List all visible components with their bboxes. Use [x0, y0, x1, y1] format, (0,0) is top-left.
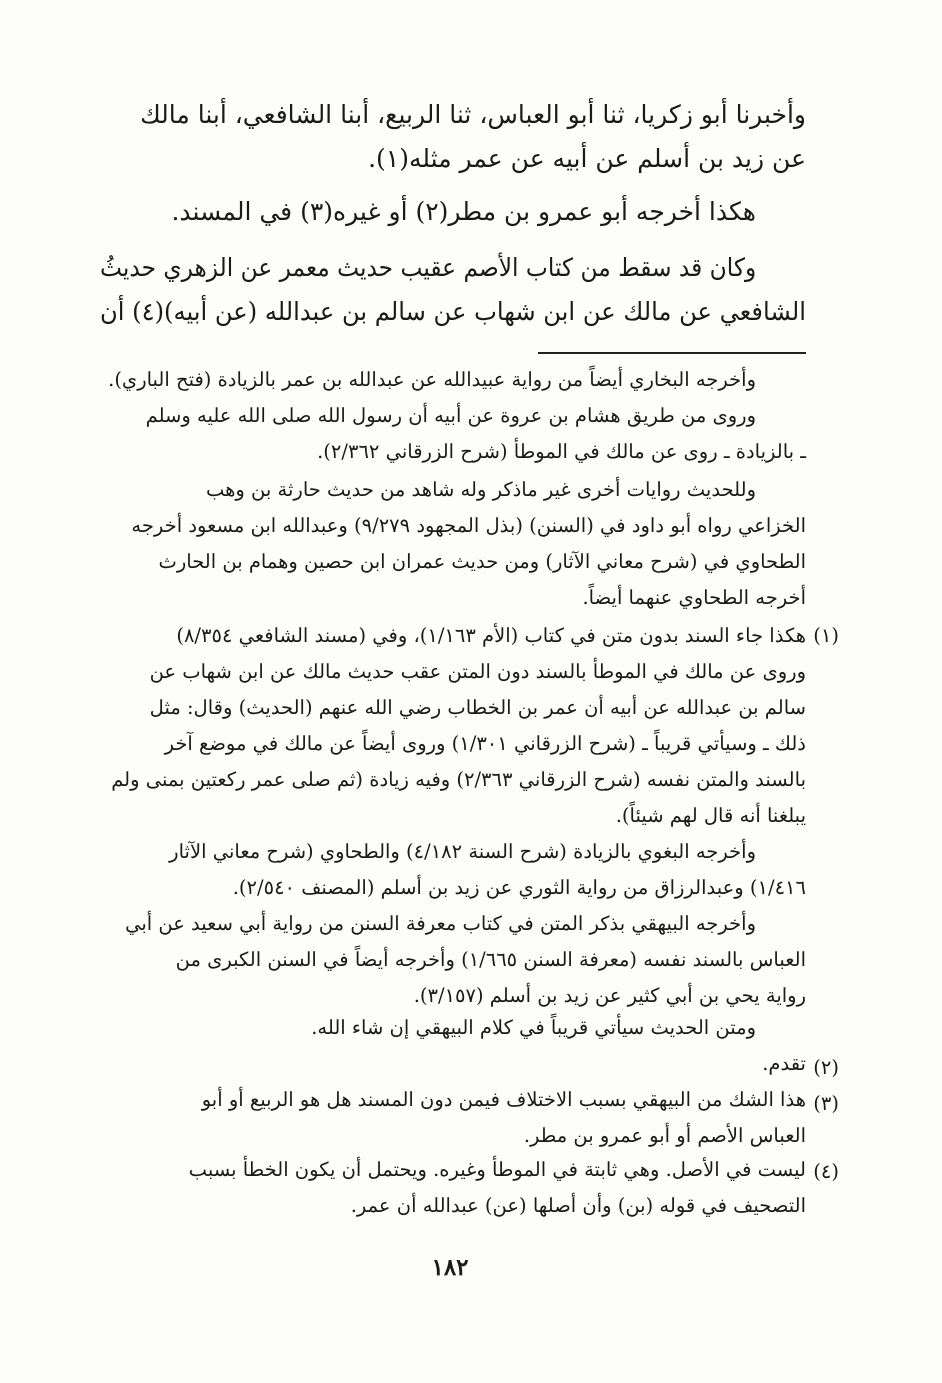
footnote-line: هكذا جاء السند بدون متن في كتاب (الأم ١/١٦٣)، وفي (مسند الشافعي ٨/٣٥٤) — [176, 624, 806, 647]
main-text-line: وأخبرنا أبو زكريا، ثنا أبو العباس، ثنا الربيع، أبنا الشافعي، أبنا مالك — [140, 100, 806, 129]
footnote-line: ١/٤١٦) وعبدالرزاق من رواية الثوري عن زيد بن أسلم (المصنف ٢/٥٤٠). — [232, 876, 806, 899]
footnote-number: (١) — [813, 624, 839, 647]
footnote-line: هذا الشك من البيهقي بسبب الاختلاف فيمن دون المسند هل هو الربيع أو أبو — [201, 1088, 806, 1111]
main-text-line: وكان قد سقط من كتاب الأصم عقيب حديث معمر عن الزهري حديثُ — [99, 253, 756, 282]
footnote-line: وروى من طريق هشام بن عروة عن أبيه أن رسول الله صلى الله عليه وسلم — [145, 404, 756, 427]
footnote-line: ذلك ـ وسيأتي قريباً ـ (شرح الزرقاني ١/٣٠١) وروى أيضاً عن مالك في موضع آخر — [164, 732, 806, 755]
main-text-line: هكذا أخرجه أبو عمرو بن مطر(٢) أو غيره(٣) في المسند. — [171, 197, 756, 226]
footnote-number: (٢) — [813, 1056, 839, 1079]
footnote-separator — [538, 352, 806, 354]
footnote-line: ـ بالزيادة ـ روى عن مالك في الموطأ (شرح الزرقاني ٢/٣٦٢). — [317, 440, 806, 463]
footnote-line: أخرجه الطحاوي عنهما أيضاً. — [582, 586, 806, 609]
footnote-line: ليست في الأصل. وهي ثابتة في الموطأ وغيره. ويحتمل أن يكون الخطأ بسبب — [188, 1158, 806, 1181]
footnote-line: الطحاوي في (شرح معاني الآثار) ومن حديث عمران ابن حصين وهمام بن الحارث — [158, 550, 806, 573]
footnote-line: وروى عن مالك في الموطأ بالسند دون المتن عقب حديث مالك عن ابن شهاب عن — [149, 660, 806, 683]
main-text-line: الشافعي عن مالك عن ابن شهاب عن سالم بن عبدالله (عن أبيه)(٤) أن — [100, 297, 806, 326]
footnote-line: التصحيف في قوله (بن) وأن أصلها (عن) عبدالله أن عمر. — [350, 1194, 806, 1217]
footnote-line: العباس بالسند نفسه (معرفة السنن ١/٦٦٥) وأخرجه أيضاً في السنن الكبرى من — [175, 948, 806, 971]
main-text-line: عن زيد بن أسلم عن أبيه عن عمر مثله(١). — [368, 144, 806, 173]
footnote-line: رواية يحي بن أبي كثير عن زيد بن أسلم (٣/١٥٧). — [413, 984, 806, 1007]
footnote-line: بالسند والمتن نفسه (شرح الزرقاني ٢/٣٦٣) وفيه زيادة (ثم صلى عمر ركعتين بمنى ولم — [111, 768, 806, 791]
footnote-number: (٤) — [813, 1160, 839, 1183]
footnote-line: ومتن الحديث سيأتي قريباً في كلام البيهقي إن شاء الله. — [311, 1016, 756, 1039]
footnote-line: الخزاعي رواه أبو داود في (السنن) (بذل المجهود ٩/٢٧٩) وعبدالله ابن مسعود أخرجه — [131, 514, 806, 537]
footnote-line: وأخرجه البغوي بالزيادة (شرح السنة ٤/١٨٢) والطحاوي (شرح معاني الآثار — [169, 840, 756, 863]
footnote-line: يبلغنا أنه قال لهم شيئاً). — [615, 804, 806, 827]
footnote-line: سالم بن عبدالله عن أبيه أن عمر بن الخطاب رضي الله عنهم (الحديث) وقال: مثل — [149, 696, 806, 719]
footnote-line: وأخرجه البيهقي بذكر المتن في كتاب معرفة السنن من رواية أبي سعيد عن أبي — [125, 912, 756, 935]
footnote-line: تقدم. — [762, 1052, 806, 1075]
page-number: ١٨٢ — [431, 1254, 469, 1281]
footnote-number: (٣) — [813, 1092, 839, 1115]
footnote-line: وأخرجه البخاري أيضاً من رواية عبيدالله عن عبدالله بن عمر بالزيادة (فتح الباري). — [108, 368, 756, 391]
footnote-line: وللحديث روايات أخرى غير ماذكر وله شاهد من حديث حارثة بن وهب — [206, 478, 756, 501]
footnote-line: العباس الأصم أو أبو عمرو بن مطر. — [523, 1124, 806, 1147]
